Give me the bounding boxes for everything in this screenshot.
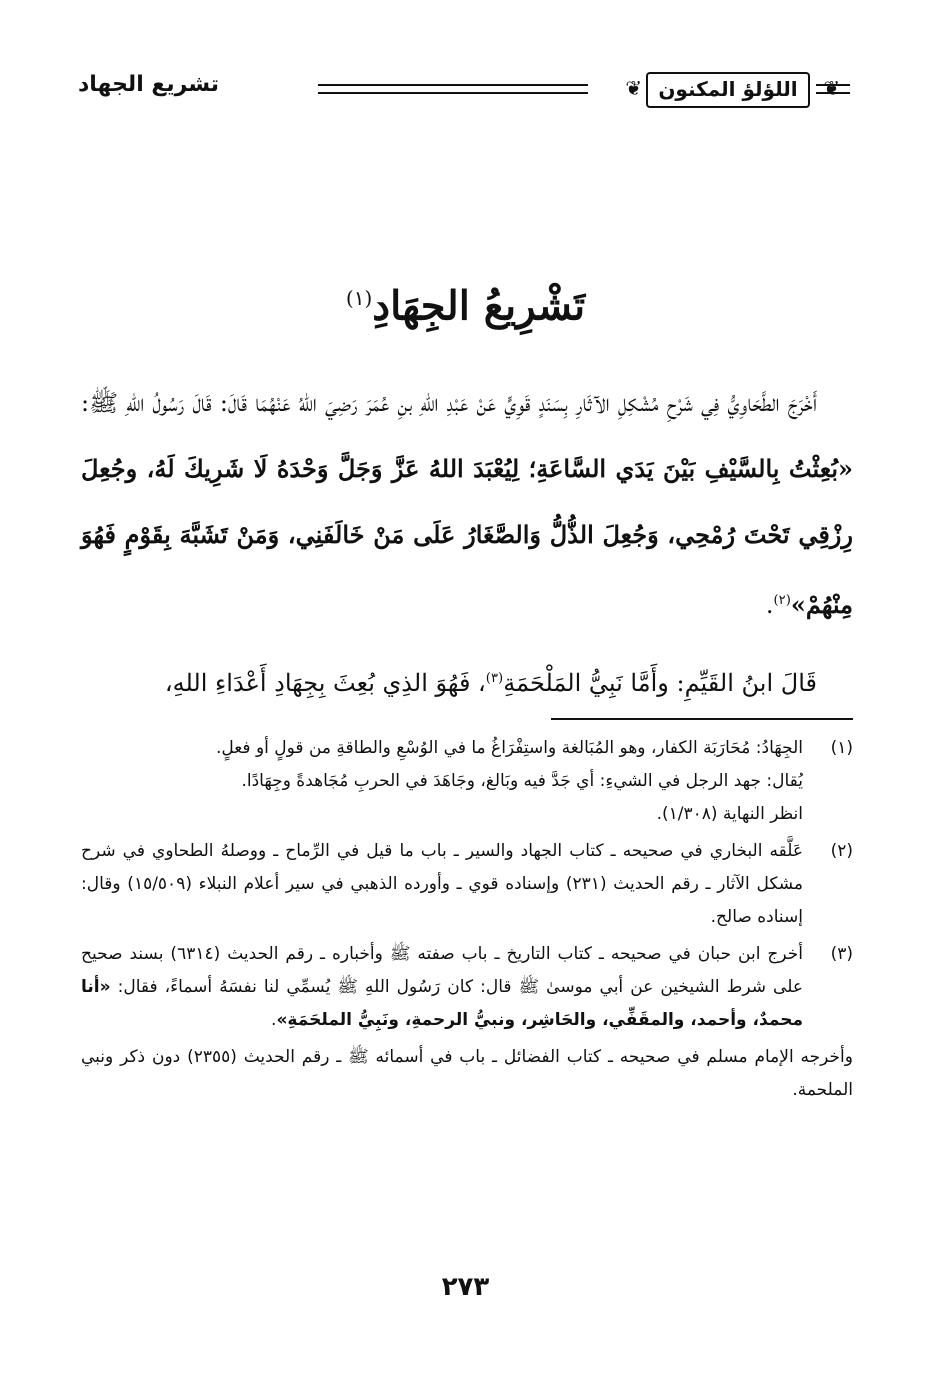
- footnote-line: انظر النهاية (١/٣٠٨).: [656, 804, 803, 824]
- body-paragraph-2: [81, 646, 853, 716]
- paragraph-end: .: [765, 591, 774, 619]
- flourish-right-icon: ❦: [823, 76, 840, 100]
- footnote-line: يُقال: جهد الرجل في الشيءِ: أي جَدَّ فيه وبَالغ، وجَاهَدَ في الحربِ مُجَاهدةً وجِهَادًا.: [241, 771, 803, 791]
- paragraph-2-rest: ، فَهُوَ الذِي بُعِثَ بِجِهَادِ أَعْدَاءِ اللهِ،: [164, 669, 486, 697]
- footnote-text: أخرج ابن حبان في صحيحه ـ كتاب التاريخ ـ باب صفته ﷺ وأخباره ـ رقم الحديث (٦٣١٤) بسند صحيح على شرط الشيخين عن أبي موسىٰ ﷺ قال: كان رَسُول اللهِ ﷺ يُسمِّي لنا نفسَهُ أسماءً، فقال:: [81, 944, 804, 997]
- page-header: [78, 58, 850, 118]
- footnotes: [81, 732, 853, 1111]
- chapter-title-text: تَشْرِيعُ الجِهَادِ: [372, 282, 586, 330]
- footnote-2: [81, 835, 853, 934]
- flourish-left-icon: ❦: [625, 76, 642, 100]
- footnote-number: (٢): [830, 841, 853, 861]
- body-text: [81, 370, 853, 716]
- footnote-ref-3: (٣): [485, 671, 504, 686]
- running-title: تشريع الجهاد: [78, 72, 220, 97]
- footnote-line: عَلَّقه البخاري في صحيحه ـ كتاب الجهاد والسير ـ باب ما قيل في الرِّماح ـ ووصلهُ الطحاوي في شرح مشكل الآثار ـ رقم الحديث (٢٣١) وإسناده قوي ـ وأورده الذهبي في سير أعلام النبلاء (١٥/٥٠٩) وقال: إسناده صالح.: [81, 841, 804, 927]
- footnote-ref-2: (٢): [773, 593, 791, 608]
- header-book-title-ornament: [600, 64, 850, 110]
- paragraph-2-start: قَالَ ابنُ القَيِّمِ: وأَمَّا نَبِيُّ المَلْحَمَةِ: [503, 669, 817, 697]
- footnote-end: .: [271, 1010, 277, 1030]
- paragraph-intro: أَخْرَجَ الطَّحَاوِيُّ فِي شَرْحِ مُشْكِلِ الآثَارِ بِسَنَدٍ قَوِيٍّ عَنْ عَبْدِ اللهِ بنِ عُمَرَ رَضِيَ اللهُ عَنْهُمَا قَالَ: قَالَ رَسُولُ اللهِ ﷺ:: [81, 389, 818, 417]
- chapter-title: [0, 268, 931, 336]
- footnote-separator: [551, 718, 853, 720]
- footnote-hadith-quote: «أنا محمدٌ، وأحمد، والمقَفِّي، والحَاشِر، ونبيُّ الرحمةِ، ونَبِيُّ الملحَمَةِ»: [81, 977, 803, 1030]
- footnote-number: (١): [830, 738, 853, 758]
- footnote-3-continuation: وأخرجه الإمام مسلم في صحيحه ـ كتاب الفضائل ـ باب في أسمائه ﷺ ـ رقم الحديث (٢٣٥٥) دون ذكر ونبي الملحمة.: [81, 1047, 853, 1100]
- book-title: اللؤلؤ المكنون: [658, 77, 798, 101]
- body-paragraph-1: [81, 370, 853, 638]
- hadith-quote: «بُعِثْتُ بِالسَّيْفِ بَيْنَ يَدَي السَّاعَةِ؛ لِيُعْبَدَ اللهُ عَزَّ وَجَلَّ وَحْدَهُ لَا شَرِيكَ لَهُ، وجُعِلَ رِزْقِي تَحْتَ رُمْحِي، وَجُعِلَ الذُّلُّ وَالصَّغَارُ عَلَى مَنْ خَالَفَنِي، وَمَنْ تَشَبَّهَ بِقَوْمٍ فَهُوَ مِنْهُمْ»: [81, 454, 853, 619]
- footnote-3: [81, 938, 853, 1037]
- footnote-1: [81, 732, 853, 831]
- footnote-line: الجِهَادُ: مُحَارَبَة الكفار، وهو المُبَالغة واستِفْرَاغُ ما في الوُسْعِ والطاقةِ من قولٍ أو فعلٍ.: [215, 738, 803, 758]
- footnote-number: (٣): [830, 944, 853, 964]
- page-number: ٢٧٣: [441, 1272, 490, 1302]
- chapter-footnote-ref: (١): [345, 286, 373, 310]
- header-double-rule-middle: [318, 84, 588, 94]
